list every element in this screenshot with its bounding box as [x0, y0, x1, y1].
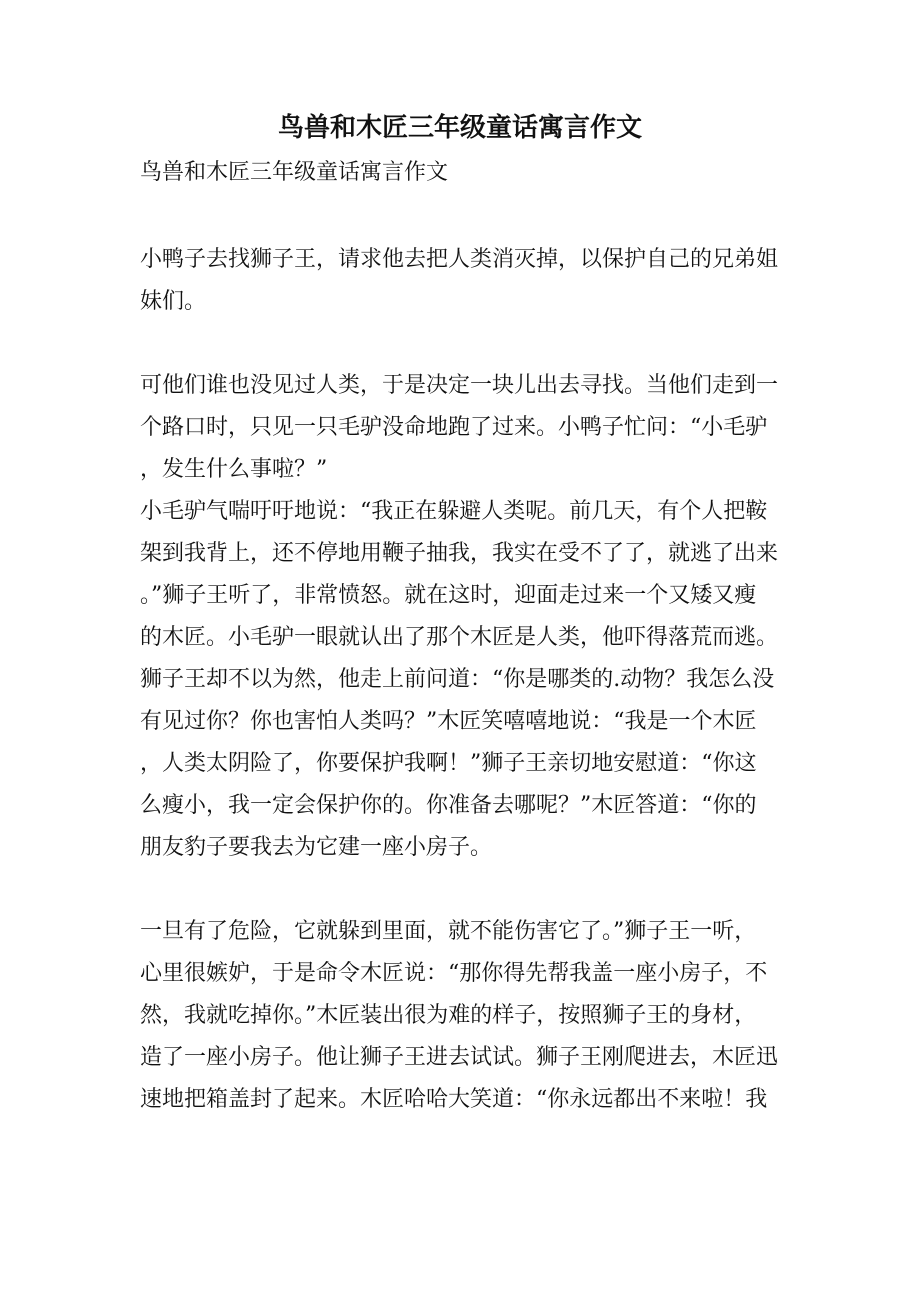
- text-line: 架到我背上，还不停地用鞭子抽我，我实在受不了了，就逃了出来: [140, 541, 779, 566]
- text-line: 朋友豹子要我去为它建一座小房子。: [140, 835, 493, 860]
- text-line: 狮子王却不以为然，他走上前问道：“你是哪类的.动物？我怎么没: [140, 667, 775, 692]
- text-line: 可他们谁也没见过人类，于是决定一块儿出去寻找。当他们走到一: [140, 373, 779, 398]
- text-line: 有见过你？你也害怕人类吗？”木匠笑嘻嘻地说：“我是一个木匠: [140, 709, 757, 734]
- text-line: 小鸭子去找狮子王，请求他去把人类消灭掉，以保护自己的兄弟姐: [140, 247, 779, 272]
- text-line: 妹们。: [140, 289, 207, 314]
- text-line: 。”狮子王听了，非常愤怒。就在这时，迎面走过来一个又矮又瘦: [140, 583, 757, 608]
- text-line: 速地把箱盖封了起来。木匠哈哈大笑道：“你永远都出不来啦！我: [140, 1087, 768, 1112]
- text-line: ，发生什么事啦？”: [140, 457, 328, 482]
- document-title: 鸟兽和木匠三年级童话寓言作文: [277, 113, 642, 143]
- text-line: 的木匠。小毛驴一眼就认出了那个木匠是人类，他吓得落荒而逃。: [140, 625, 779, 650]
- text-line: 心里很嫉妒，于是命令木匠说：“那你得先帮我盖一座小房子，不: [140, 961, 768, 986]
- text-line: 个路口时，只见一只毛驴没命地跑了过来。小鸭子忙问：“小毛驴: [140, 415, 768, 440]
- text-line: 么瘦小，我一定会保护你的。你准备去哪呢？”木匠答道：“你的: [140, 793, 757, 818]
- text-line: 造了一座小房子。他让狮子王进去试试。狮子王刚爬进去，木匠迅: [140, 1045, 779, 1070]
- text-line: 然，我就吃掉你。”木匠装出很为难的样子，按照狮子王的身材，: [140, 1003, 757, 1028]
- text-line: 一旦有了危险，它就躲到里面，就不能伤害它了。”狮子王一听，: [140, 919, 757, 944]
- document-subtitle: 鸟兽和木匠三年级童话寓言作文: [140, 160, 449, 185]
- text-line: ，人类太阴险了，你要保护我啊！”狮子王亲切地安慰道：“你这: [140, 751, 757, 776]
- text-line: 小毛驴气喘吁吁地说：“我正在躲避人类呢。前几天，有个人把鞍: [140, 499, 768, 524]
